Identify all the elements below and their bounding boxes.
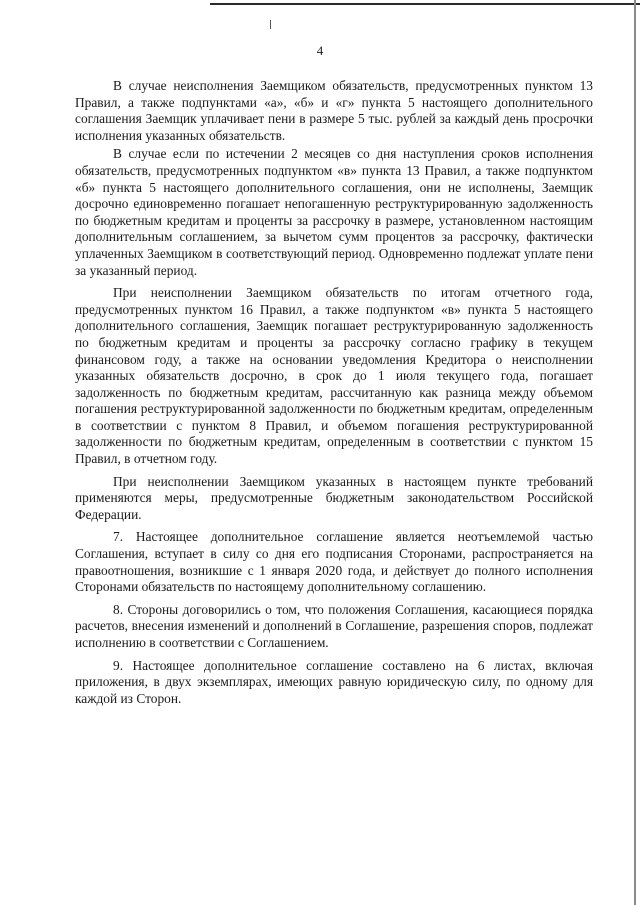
paragraph-budget-measures: При неисполнении Заемщиком указанных в настоящем пункте требований применяются меры, предусмотренные бюджетным законодательством Российской Федерации. bbox=[75, 473, 593, 522]
page-number: 4 bbox=[316, 43, 324, 58]
scan-edge-top bbox=[210, 3, 640, 5]
paragraph-item-8: 8. Стороны договорились о том, что положения Соглашения, касающиеся порядка расчетов, внесения изменений и дополнений в Соглашение, разрешения споров, подлежат исполнению в соответствии с Соглашением. bbox=[75, 601, 593, 650]
document-body bbox=[75, 78, 593, 707]
paragraph-reporting-year-default: При неисполнении Заемщиком обязательств по итогам отчетного года, предусмотренных пунктом 16 Правил, а также подпунктом «в» пункта 5 настоящего дополнительного соглашения, Заемщик погашает реструктурированную задолженность по бюджетным кредитам и проценты за рассрочку согласно графику в текущем финансовом году, а также на основании уведомления Кредитора о неисполнении указанных обязательств досрочно, в срок до 1 июля текущего года, погашает задолженность по бюджетным кредитам, рассчитанную как разница между объемом погашения реструктурированной задолженности по бюджетным кредитам, определенным в соответствии с пунктом 8 Правил, и объемом погашения реструктурированной задолженности по бюджетным кредитам, определенным в соответствии с пунктом 15 Правил, в отчетном году. bbox=[75, 285, 593, 467]
paragraph-penalty-obligations: В случае неисполнения Заемщиком обязательств, предусмотренных пунктом 13 Правил, а также подпунктами «а», «б» и «г» пункта 5 настоящего дополнительного соглашения Заемщик уплачивает пени в размере 5 тыс. рублей за каждый день просрочки исполнения указанных обязательств. bbox=[75, 78, 593, 143]
paragraph-item-9: 9. Настоящее дополнительное соглашение составлено на 6 листах, включая приложения, в двух экземплярах, имеющих равную юридическую силу, по одному для каждой из Сторон. bbox=[75, 657, 593, 706]
scan-edge-right bbox=[634, 0, 636, 905]
scan-mark bbox=[270, 20, 271, 29]
paragraph-item-7: 7. Настоящее дополнительное соглашение является неотъемлемой частью Соглашения, вступает в силу со дня его подписания Сторонами, распространяется на правоотношения, возникшие с 1 января 2020 года, и действует до полного исполнения Сторонами обязательств по настоящему дополнительному соглашению. bbox=[75, 529, 593, 595]
paragraph-early-repayment-2-months: В случае если по истечении 2 месяцев со дня наступления сроков исполнения обязательств, предусмотренных подпунктом «в» пункта 13 Правил, а также подпунктом «б» пункта 5 настоящего дополнительного соглашения, они не исполнены, Заемщик досрочно единовременно погашает непогашенную реструктурированную задолженность по бюджетным кредитам и проценты за рассрочку в размере, установленном настоящим дополнительным соглашением, за вычетом сумм процентов за рассрочку, фактически уплаченных Заемщиком в соответствующий период. Одновременно подлежат уплате пени за указанный период. bbox=[75, 146, 593, 278]
